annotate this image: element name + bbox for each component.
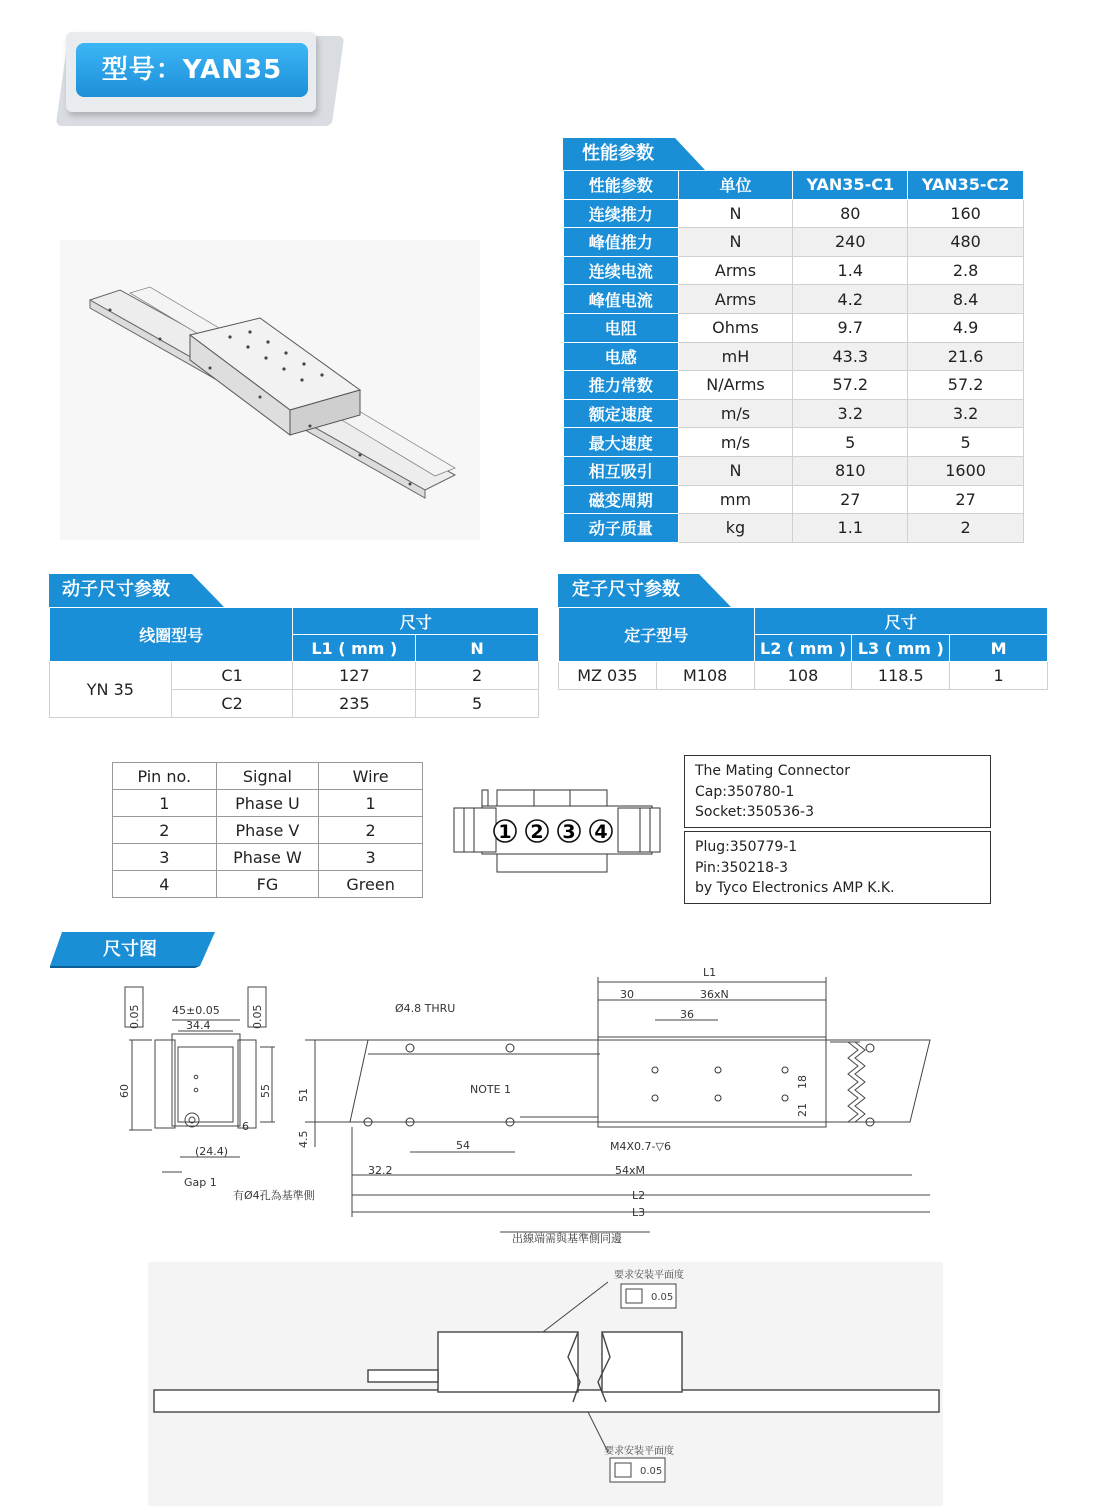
pin-glyph: 1 [498,821,512,843]
c2-cell: 160 [908,199,1024,228]
c1-cell: 4.2 [793,285,908,314]
c2-cell: 27 [908,485,1024,514]
l1-value: 235 [293,690,416,718]
mover-n-header: N [416,635,539,662]
c1-cell: 57.2 [793,371,908,400]
table-row [564,228,1024,257]
flatness-top: 0.05 [651,1292,674,1303]
c1-cell: 810 [793,456,908,485]
l1-value: 127 [293,662,416,690]
height-51: 51 [297,1088,310,1102]
dim-18: 18 [796,1075,809,1089]
signal: Phase V [216,817,319,844]
header-cell: 单位 [678,171,793,200]
unit-cell: N [678,228,793,257]
wire: 1 [319,790,423,817]
row-label: 连续推力 [564,199,679,228]
mover-table [49,607,539,718]
row-label: 电感 [564,342,679,371]
c1-cell: 3.2 [793,399,908,428]
table-row [113,844,423,871]
table-row [564,313,1024,342]
row-label: 峰值电流 [564,285,679,314]
height-55: 55 [259,1084,272,1098]
l2-label: L2 [632,1189,646,1202]
cap-part: Cap:350780-1 [695,783,795,800]
installation-illustration [148,1262,943,1506]
dimension-drawing [100,962,950,1247]
table-row [559,662,1048,690]
pin-glyph: 2 [530,821,544,843]
connector-illustration [452,786,662,876]
m-value: 1 [950,662,1048,690]
table-row [564,399,1024,428]
ref-side-note: 有Ø4孔為基準側 [233,1189,315,1202]
row-label: 磁变周期 [564,485,679,514]
c2-cell: 480 [908,228,1024,257]
wire-header: Wire [319,763,423,790]
table-row [564,256,1024,285]
wire: 3 [319,844,423,871]
mating-title: The Mating Connector [695,763,850,779]
plug-box [684,831,991,904]
unit-cell: N [678,456,793,485]
header-cell: YAN35-C2 [908,171,1024,200]
pin-glyph: 3 [562,821,576,843]
c2-cell: 1600 [908,456,1024,485]
page-title: 型号：YAN35 [76,43,308,97]
table-row [564,485,1024,514]
outlet-note: 出線端需與基準側同邊 [512,1232,622,1245]
mover-size-header: 尺寸 [293,608,539,635]
dim-54: 54 [456,1139,470,1152]
row-label: 动子质量 [564,514,679,543]
c2-cell: 21.6 [908,342,1024,371]
stator-size-header: 尺寸 [754,608,1047,635]
note-label: NOTE 1 [470,1083,512,1096]
c2-cell: 8.4 [908,285,1024,314]
l2-value: 108 [754,662,852,690]
dim-30: 30 [620,988,634,1001]
signal-header: Signal [216,763,319,790]
c2-cell: 2 [908,514,1024,543]
stator-magnet: M108 [656,662,754,690]
unit-cell: mH [678,342,793,371]
row-label: 推力常数 [564,371,679,400]
c1-cell: 9.7 [793,313,908,342]
stator-model: MZ 035 [559,662,657,690]
pin-glyph: 4 [594,821,608,843]
install-note-top: 要求安装平面度 [614,1270,684,1281]
mover-model-header: 线圈型号 [50,608,293,662]
unit-cell: m/s [678,399,793,428]
pin-header: Pin no. [113,763,217,790]
mover-section-tag: 动子尺寸参数 [62,579,170,600]
width-45: 45±0.05 [172,1004,220,1017]
row-label: 峰值推力 [564,228,679,257]
header-cell: YAN35-C1 [793,171,908,200]
c1-cell: 43.3 [793,342,908,371]
unit-cell: N [678,199,793,228]
dim-36n: 36xN [700,988,729,1001]
wire: 2 [319,817,423,844]
table-row [564,514,1024,543]
c1-cell: 80 [793,199,908,228]
unit-cell: mm [678,485,793,514]
product-illustration [60,240,480,540]
dim-32: 32.2 [368,1164,393,1177]
height-4-5: 4.5 [297,1130,310,1148]
c1-cell: 1.1 [793,514,908,543]
row-label: 连续电流 [564,256,679,285]
row-label: 电阻 [564,313,679,342]
row-label: 相互吸引 [564,456,679,485]
mover-l1-header: L1 ( mm ) [293,635,416,662]
pin-no: 2 [113,817,217,844]
l3-label: L3 [632,1206,646,1219]
row-label: 最大速度 [564,428,679,457]
signal: Phase W [216,844,319,871]
table-row [113,790,423,817]
pin-table [112,762,423,898]
table-row [564,285,1024,314]
c2-cell: 4.9 [908,313,1024,342]
pin-no: 4 [113,871,217,898]
table-row [564,371,1024,400]
table-row [564,199,1024,228]
header-cell: 性能参数 [564,171,679,200]
table-row [113,871,423,898]
width-34: 34.4 [186,1019,211,1032]
mating-connector-box [684,755,991,828]
pin-part: Pin:350218-3 [695,859,789,876]
c2-cell: 57.2 [908,371,1024,400]
c2-cell: 5 [908,428,1024,457]
table-row [50,662,539,690]
dim-54m: 54xM [615,1164,645,1177]
c1-cell: 1.4 [793,256,908,285]
coil-variant: C1 [171,662,293,690]
mover-model: YN 35 [50,662,172,718]
n-value: 5 [416,690,539,718]
coil-variant: C2 [171,690,293,718]
c2-cell: 2.8 [908,256,1024,285]
install-note-bottom: 要求安装平面度 [604,1446,674,1457]
tol-left: 0.05 [128,1004,141,1029]
table-row [564,342,1024,371]
pin-no: 1 [113,790,217,817]
row-label: 额定速度 [564,399,679,428]
pin-no: 3 [113,844,217,871]
unit-cell: Arms [678,256,793,285]
wire: Green [319,871,423,898]
thread-label: M4X0.7-▽6 [610,1140,671,1153]
table-row [564,456,1024,485]
table-row [113,817,423,844]
height-60: 60 [118,1084,131,1098]
unit-cell: Ohms [678,313,793,342]
n-value: 2 [416,662,539,690]
stator-l2-header: L2 ( mm ) [754,635,852,662]
tol-right: 0.05 [251,1004,264,1029]
unit-cell: kg [678,514,793,543]
l1-label: L1 [703,966,717,979]
c1-cell: 240 [793,228,908,257]
dim-24: (24.4) [195,1145,229,1158]
dim-36: 36 [680,1008,694,1021]
l3-value: 118.5 [852,662,950,690]
gap-label: Gap 1 [184,1176,217,1189]
signal: Phase U [216,790,319,817]
plug-part: Plug:350779-1 [695,839,798,855]
c2-cell: 3.2 [908,399,1024,428]
performance-header-row [564,171,1024,200]
stator-model-header: 定子型号 [559,608,755,662]
drawing-section-tag: 尺寸图 [103,939,157,960]
dim-21: 21 [796,1103,809,1117]
performance-section-tag: 性能参数 [582,143,654,164]
performance-table [563,170,1024,543]
c1-cell: 27 [793,485,908,514]
stator-section-tag: 定子尺寸参数 [572,579,680,600]
flatness-bottom: 0.05 [640,1466,663,1477]
signal: FG [216,871,319,898]
stator-m-header: M [950,635,1048,662]
unit-cell: N/Arms [678,371,793,400]
thru-label: Ø4.8 THRU [395,1002,456,1015]
dim-6: 6 [242,1120,249,1133]
stator-table [558,607,1048,690]
c1-cell: 5 [793,428,908,457]
unit-cell: m/s [678,428,793,457]
manufacturer: by Tyco Electronics AMP K.K. [695,880,895,896]
unit-cell: Arms [678,285,793,314]
table-row [564,428,1024,457]
socket-part: Socket:350536-3 [695,804,814,820]
stator-l3-header: L3 ( mm ) [852,635,950,662]
